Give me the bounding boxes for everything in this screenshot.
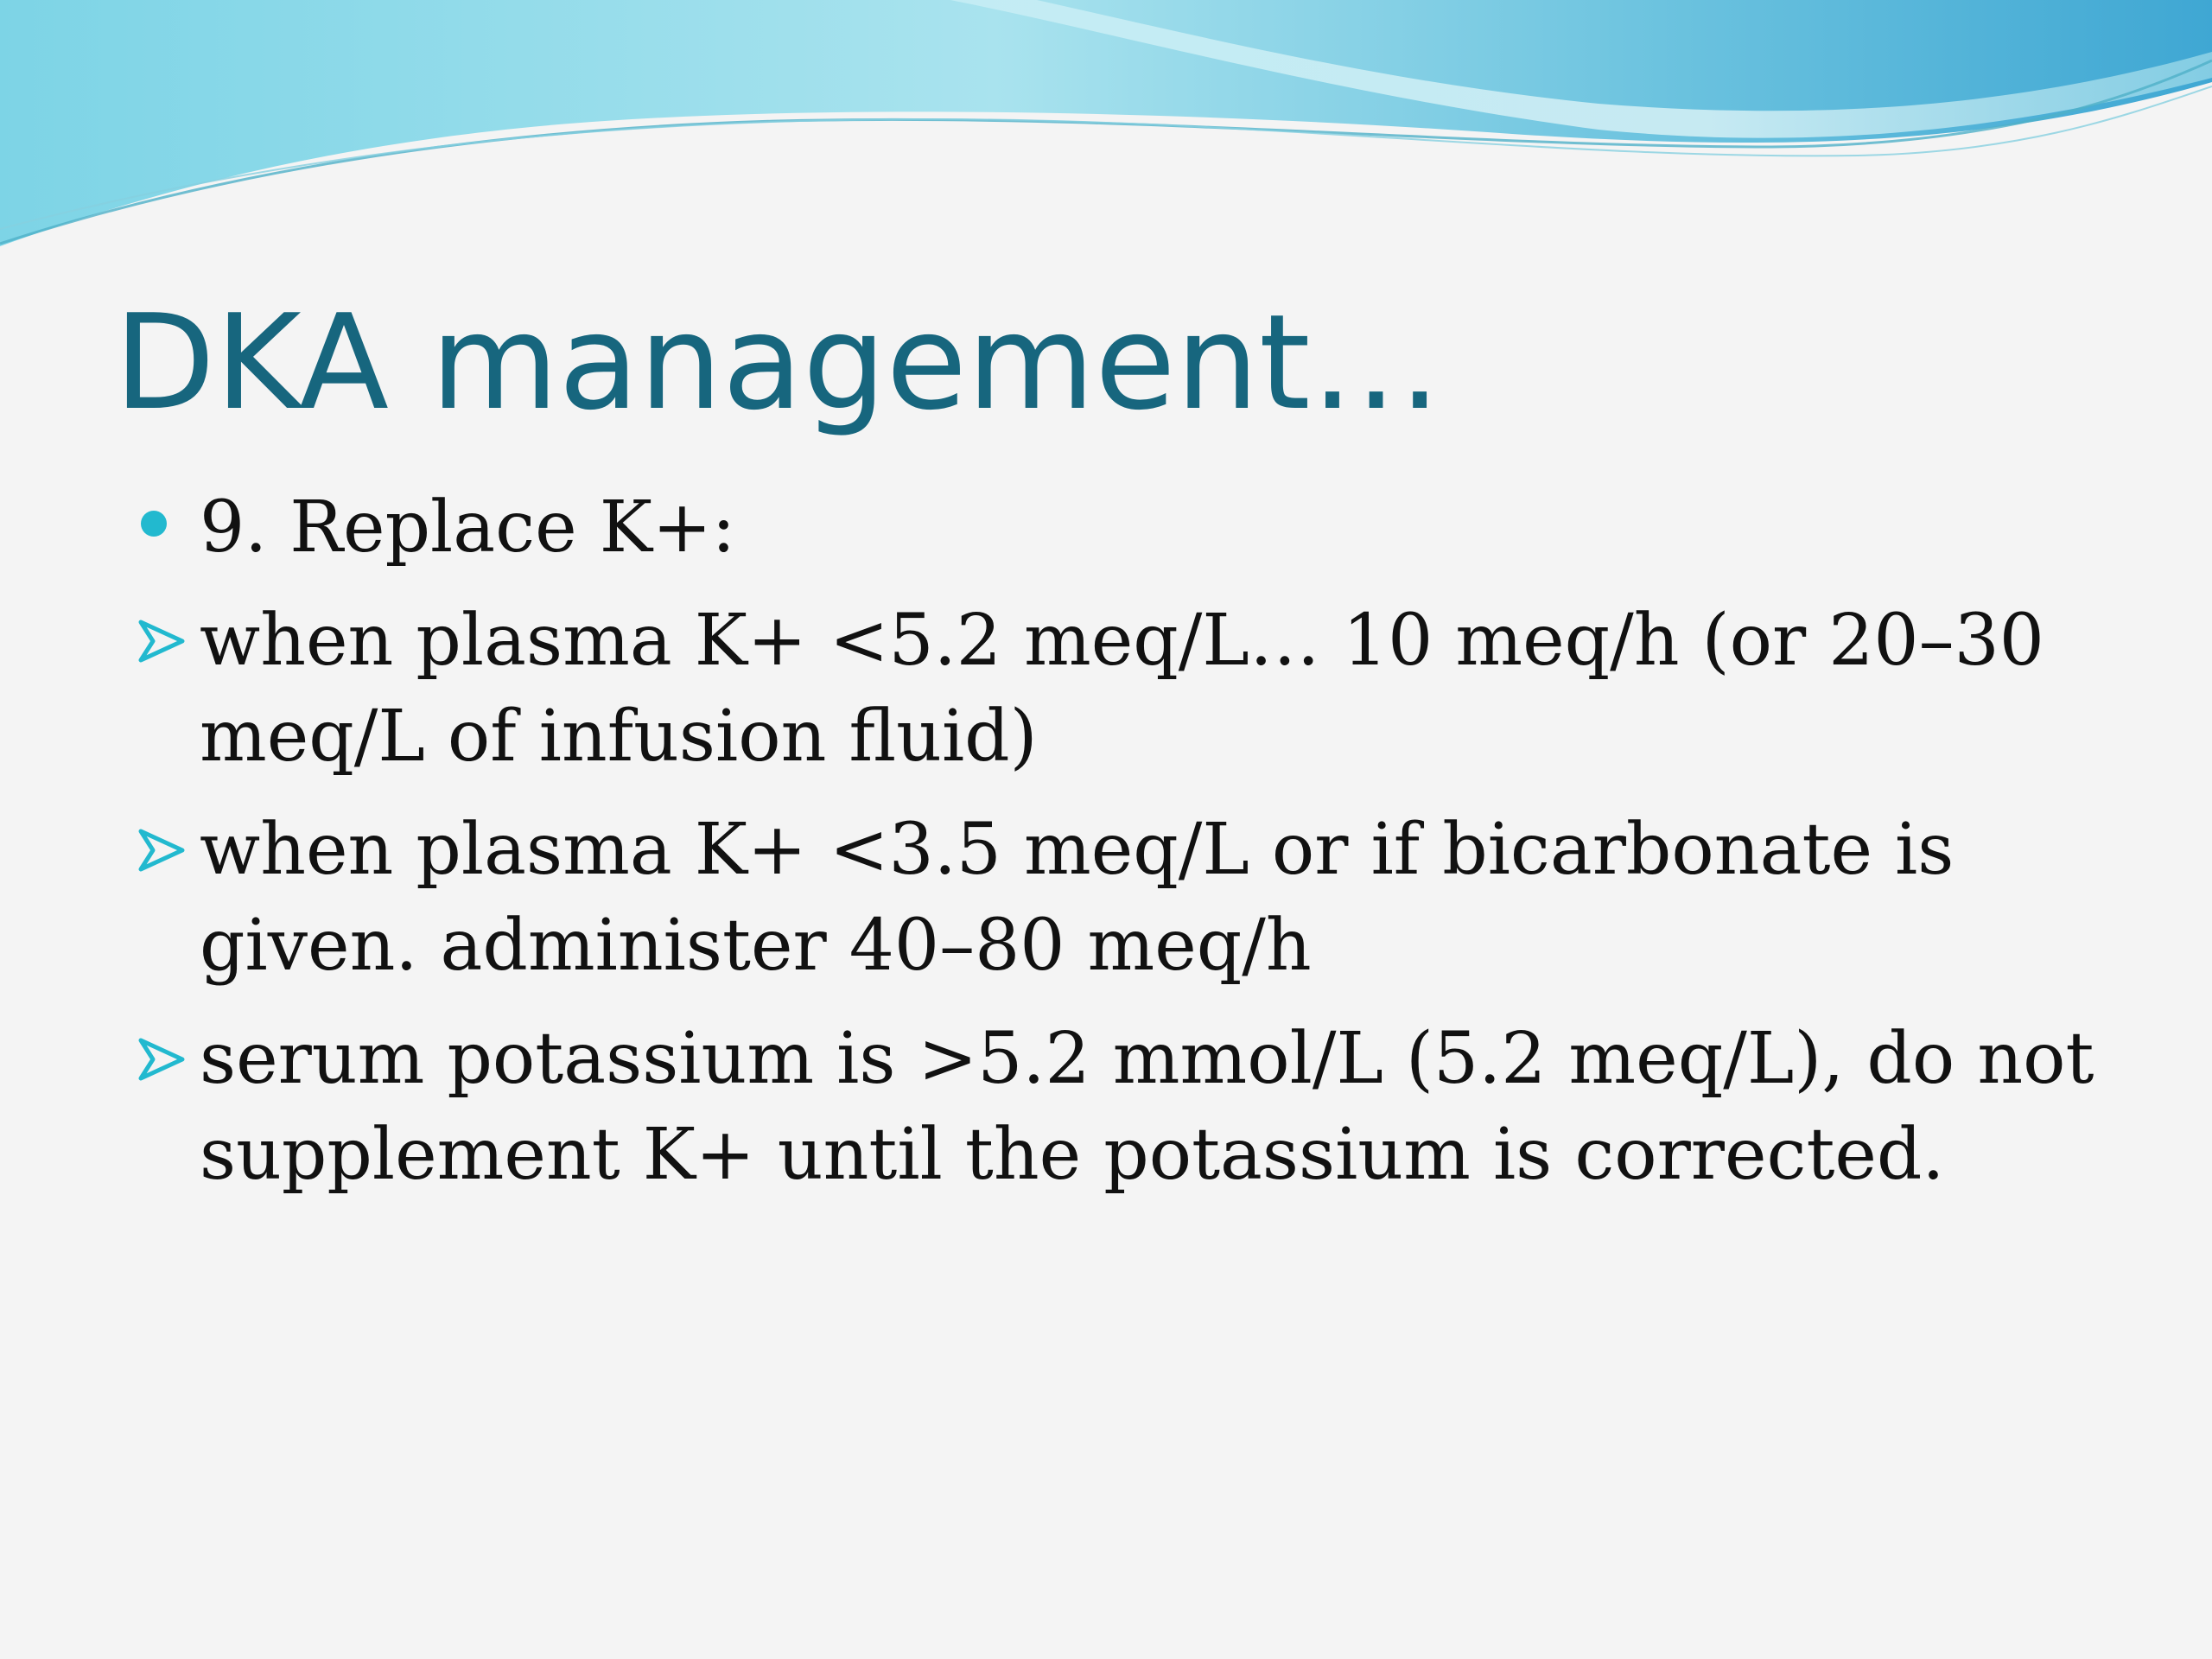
- list-item-text: when plasma K+ <5.2 meq/L… 10 meq/h (or 20–30 meq/L of infusion fluid): [200, 600, 2044, 778]
- slide-title: DKA management…: [114, 286, 1442, 439]
- list-item: [134, 593, 2104, 785]
- arrow-bullet-icon: [137, 1035, 186, 1084]
- bullet-dot-icon: [141, 511, 167, 537]
- list-item: [134, 1011, 2104, 1203]
- arrow-bullet-icon: [137, 826, 186, 874]
- list-item-text: serum potassium is >5.2 mmol/L (5.2 meq/L), do not supplement K+ until the potassium is corrected.: [200, 1018, 2094, 1196]
- list-item-text: 9. Replace K+:: [200, 486, 736, 569]
- list-item: [134, 480, 2104, 575]
- list-item: [134, 802, 2104, 994]
- list-item-text: when plasma K+ <3.5 meq/L or if bicarbonate is given. administer 40–80 meq/h: [200, 809, 1955, 987]
- header-wave-decoration: [0, 0, 2212, 259]
- bullet-list: [134, 480, 2104, 1220]
- arrow-bullet-icon: [137, 617, 186, 665]
